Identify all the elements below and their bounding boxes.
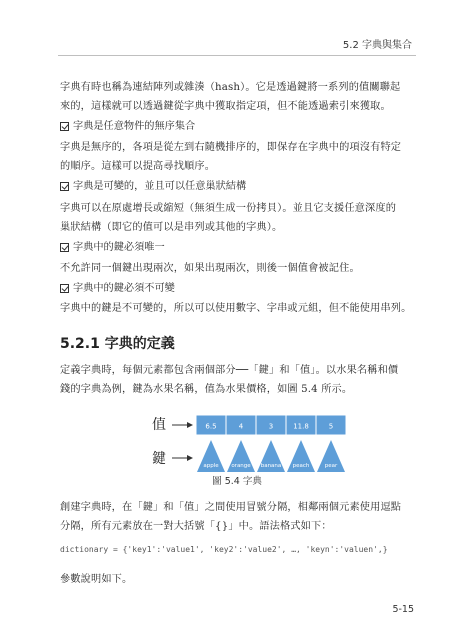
key-text: orange	[231, 463, 251, 469]
key-text: pear	[324, 463, 338, 469]
value-text: 3	[268, 422, 274, 431]
b3-text: 不允許同一個鍵出現兩次，如果出現兩次，則後一個值會被記住。	[60, 263, 360, 274]
checkbox-icon	[60, 243, 69, 252]
figure-caption: 圖 5.4 字典	[212, 476, 262, 487]
section-heading: 5.2.1 字典的定義	[60, 336, 175, 352]
definition-line-1: 定義字典時，每個元素都包含兩個部分──「鍵」和「值」。以水果名稱和價	[60, 365, 399, 376]
bullet-title: 字典中的鍵必須不可變	[73, 283, 175, 294]
bullet-title: 字典是可變的，並且可以任意巢狀結構	[73, 181, 247, 192]
params-line: 參數說明如下。	[60, 574, 133, 585]
header-section-title: 5.2 字典與集合	[342, 40, 412, 51]
definition-line-2: 錢的字典為例，鍵為水果名稱，值為水果價格，如圖 5.4 所示。	[60, 384, 353, 395]
value-label: 值	[152, 417, 166, 433]
key-label: 鍵	[152, 451, 166, 467]
b2-text-1: 字典可以在原處增長或縮短（無須生成一份拷貝）。並且它支援任意深度的	[60, 203, 397, 214]
key-text: apple	[203, 463, 219, 469]
value-text: 6.5	[205, 422, 217, 431]
page-number: 5-15	[392, 604, 414, 615]
header-rule	[58, 55, 416, 56]
value-text: 11.8	[293, 422, 309, 431]
intro-line-2: 來的，這樣就可以透過鍵從字典中獲取指定項，但不能透過索引來獲取。	[60, 101, 391, 112]
intro-line-1: 字典有時也稱為連結陣列或雜湊（hash）。它是透過鍵將一系列的值關聯起	[60, 82, 401, 93]
bullet-mutable	[60, 177, 418, 196]
b1-text-2: 的順序。這樣可以提高尋找順序。	[60, 161, 216, 172]
value-text: 4	[238, 422, 244, 431]
bullet-immutable-keys	[60, 279, 418, 298]
checkbox-icon	[60, 182, 69, 191]
value-text: 5	[328, 422, 334, 431]
bullet-title: 字典中的鍵必須唯一	[73, 242, 165, 253]
bullet-unique-keys	[60, 238, 418, 257]
running-header	[0, 36, 474, 52]
b4-text: 字典中的鍵是不可變的，所以可以使用數字、字串或元組，但不能使用串列。	[60, 303, 412, 314]
key-text: banana	[260, 463, 282, 469]
bullet-title: 字典是任意物件的無序集合	[73, 121, 196, 132]
key-text: peach	[292, 463, 310, 469]
b1-text-1: 字典是無序的，各項是從左到右隨機排序的，即保存在字典中的項沒有特定	[60, 142, 402, 153]
b2-text-2: 巢狀結構（即它的值可以是串列或其他的字典）。	[60, 222, 283, 233]
syntax-line-2: 分隔，所有元素放在一對大括號「{}」中。語法格式如下：	[60, 521, 332, 532]
syntax-line-1: 創建字典時，在「鍵」和「值」之間使用冒號分隔，相鄰兩個元素使用逗點	[60, 502, 402, 513]
bullet-unordered	[60, 117, 418, 136]
syntax-code: dictionary = {'key1':'value1', 'key2':'value2', …, 'keyn':'valuen',}	[60, 545, 388, 554]
checkbox-icon	[60, 284, 69, 293]
checkbox-icon	[60, 122, 69, 131]
